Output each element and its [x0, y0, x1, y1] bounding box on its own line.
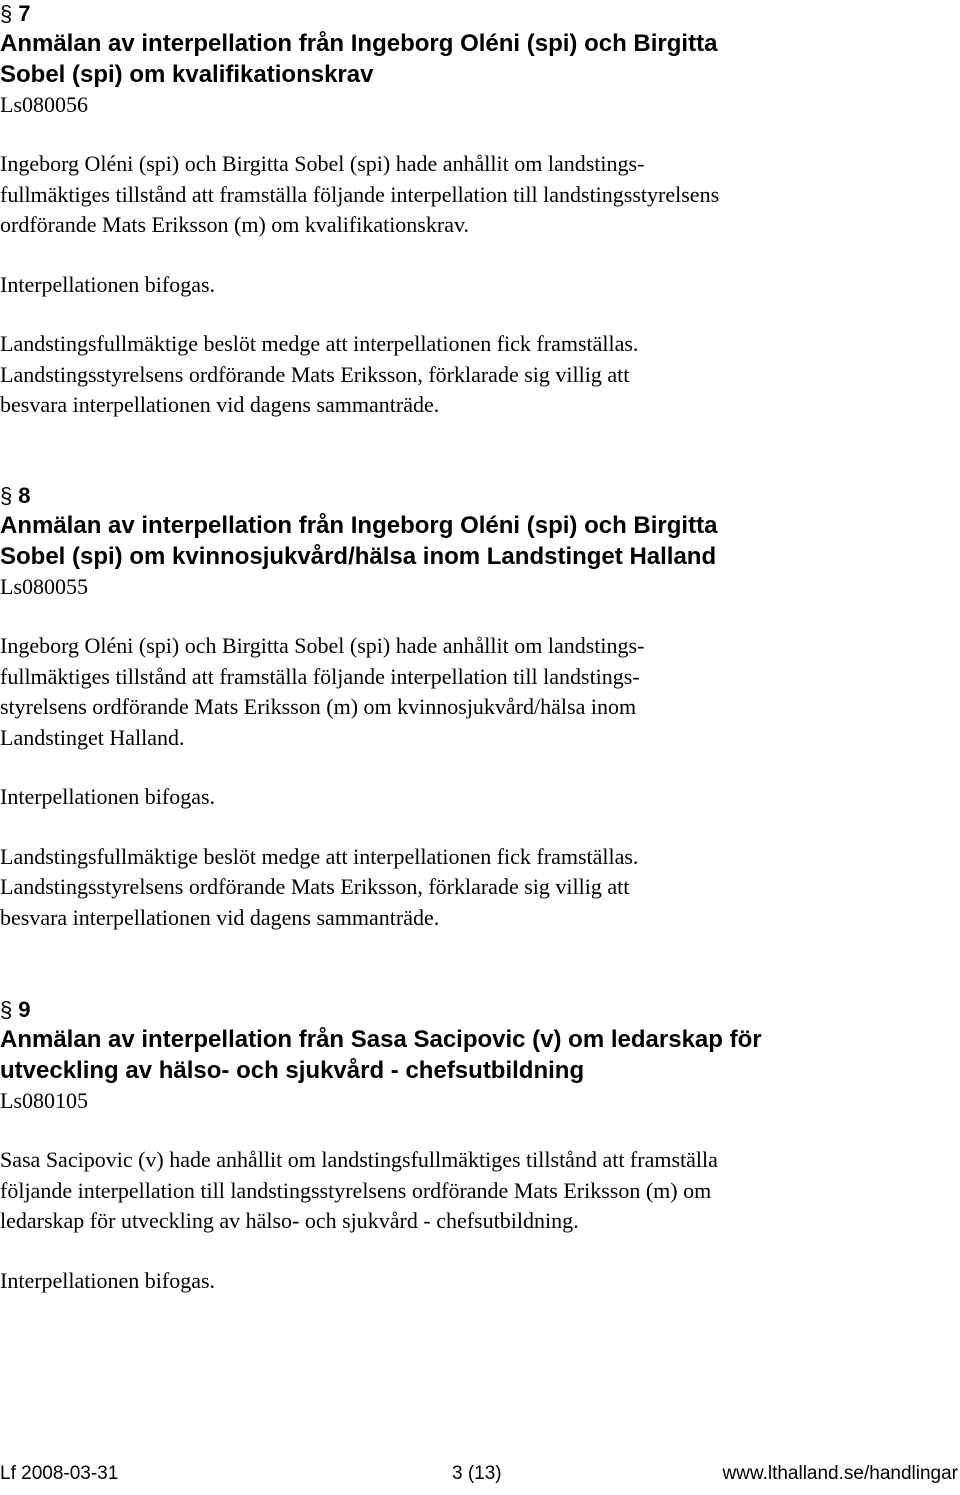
case-number: Ls080056: [0, 92, 88, 117]
section-title-line: Anmälan av interpellation från Ingeborg Oléni (spi) och Birgitta: [0, 512, 718, 539]
paragraph-line: Sasa Sacipovic (v) hade anhållit om landstingsfullmäktiges tillstånd att framställa: [0, 1147, 718, 1172]
section-title: [0, 28, 960, 90]
case-number: Ls080055: [0, 574, 88, 599]
paragraph-sign-icon: §: [0, 997, 13, 1022]
section-title-line: Sobel (spi) om kvinnosjukvård/hälsa inom Landstinget Halland: [0, 543, 717, 570]
request-paragraph: [0, 1145, 960, 1237]
section-number-value: 9: [18, 997, 31, 1022]
footer-url: www.lthalland.se/handlingar: [722, 1463, 958, 1484]
case-number: Ls080105: [0, 1088, 88, 1113]
paragraph-line: Landstingsstyrelsens ordförande Mats Eriksson, förklarade sig villig att: [0, 361, 630, 387]
section-title: [0, 510, 960, 572]
paragraph-line: Landstingsstyrelsens ordförande Mats Eriksson, förklarade sig villig att: [0, 874, 630, 899]
paragraph-sign-icon: §: [0, 1, 13, 26]
request-paragraph: [0, 149, 960, 241]
section-number: [0, 996, 960, 1024]
section-number: [0, 482, 960, 510]
section-7: [0, 0, 960, 421]
section-8: [0, 482, 960, 933]
section-number: [0, 0, 960, 28]
paragraph-line: fullmäktiges tillstånd att framställa följande interpellation till landstings-: [0, 663, 640, 689]
page-footer: [0, 1459, 960, 1489]
paragraph-line: följande interpellation till landstingsstyrelsens ordförande Mats Eriksson (m) om: [0, 1177, 712, 1203]
page-number: 3 (13): [452, 1463, 502, 1484]
paragraph-line: Landstingsfullmäktige beslöt medge att interpellationen fick framställas.: [0, 843, 639, 869]
paragraph-line: ledarskap för utveckling av hälso- och sjukvård - chefsutbildning.: [0, 1208, 579, 1233]
request-paragraph: [0, 631, 960, 753]
paragraph-line: besvara interpellationen vid dagens sammanträde.: [0, 392, 440, 417]
paragraph-line: ordförande Mats Eriksson (m) om kvalifikationskrav.: [0, 212, 470, 237]
section-title: [0, 1024, 960, 1086]
paragraph-line: fullmäktiges tillstånd att framställa följande interpellation till landstingsstyrelsens: [0, 181, 720, 207]
paragraph-sign-icon: §: [0, 483, 13, 508]
paragraph-line: styrelsens ordförande Mats Eriksson (m) om kvinnosjukvård/hälsa inom: [0, 694, 637, 719]
paragraph-line: Ingeborg Oléni (spi) och Birgitta Sobel (spi) hade anhållit om landstings-: [0, 151, 645, 176]
paragraph-line: Landstinget Halland.: [0, 724, 185, 750]
section-title-line: Sobel (spi) om kvalifikationskrav: [0, 61, 374, 88]
section-title-line: Anmälan av interpellation från Sasa Sacipovic (v) om ledarskap för: [0, 1026, 762, 1053]
section-title-line: utveckling av hälso- och sjukvård - chefsutbildning: [0, 1057, 585, 1084]
section-number-value: 8: [18, 483, 31, 508]
section-9: [0, 996, 960, 1296]
decision-paragraph: [0, 329, 960, 421]
section-title-line: Anmälan av interpellation från Ingeborg Oléni (spi) och Birgitta: [0, 30, 718, 57]
attached-note: Interpellationen bifogas.: [0, 271, 216, 297]
attached-note: Interpellationen bifogas.: [0, 784, 216, 809]
footer-date: Lf 2008-03-31: [0, 1463, 119, 1484]
attached-note: Interpellationen bifogas.: [0, 1267, 216, 1293]
decision-paragraph: [0, 842, 960, 934]
paragraph-line: Landstingsfullmäktige beslöt medge att interpellationen fick framställas.: [0, 331, 639, 356]
paragraph-line: besvara interpellationen vid dagens sammanträde.: [0, 904, 440, 930]
paragraph-line: Ingeborg Oléni (spi) och Birgitta Sobel (spi) hade anhållit om landstings-: [0, 633, 645, 658]
section-number-value: 7: [18, 1, 31, 26]
